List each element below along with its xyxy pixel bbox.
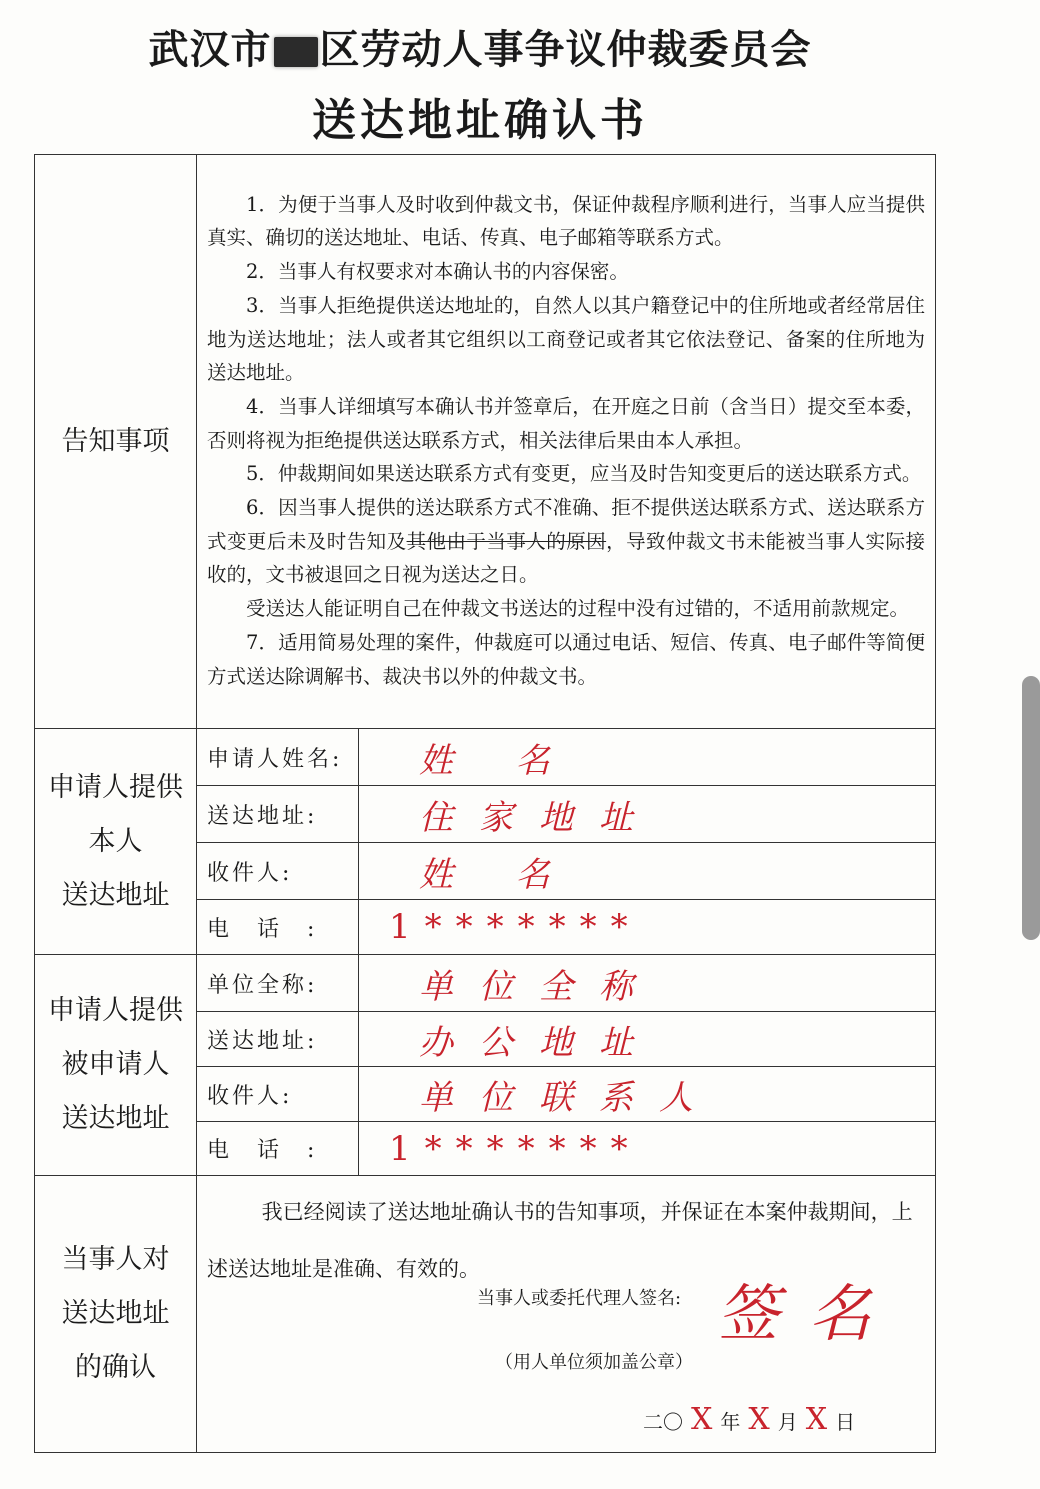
respondent-section-label: 申请人提供 被申请人 送达地址 — [35, 955, 197, 1176]
notice-item: 4．当事人详细填写本确认书并签章后，在开庭之日前（含当日）提交至本委，否则将视为拒绝提供送达联系方式，相关法律后果由本人承担。 — [207, 394, 925, 452]
respondent-phone-field[interactable]: 1******* — [359, 1122, 936, 1176]
applicant-address-label: 送达地址: — [197, 786, 359, 843]
respondent-recipient-field[interactable]: 单位联系人 — [359, 1067, 936, 1122]
respondent-recipient-label: 收件人: — [197, 1067, 359, 1122]
applicant-recipient-label: 收件人: — [197, 843, 359, 900]
notice-content — [197, 155, 936, 729]
notice-item: 3．当事人拒绝提供送达地址的，自然人以其户籍登记中的住所地或者经常居住地为送达地址；法人或者其它组织以工商登记或者其它依法登记、备案的住所地为送达地址。 — [207, 293, 925, 385]
year-field[interactable]: X — [691, 1402, 713, 1437]
signature-label: 当事人或委托代理人签名: — [477, 1288, 682, 1309]
notice-item: 2．当事人有权要求对本确认书的内容保密。 — [246, 260, 629, 284]
title-prefix: 武汉市 — [148, 27, 272, 73]
address-confirmation-form — [34, 154, 936, 1453]
applicant-address-field[interactable]: 住家地址 — [359, 786, 936, 843]
month-field[interactable]: X — [748, 1402, 770, 1437]
notice-item-6: 6．因当事人提供的送达联系方式不准确、拒不提供送达联系方式、送达联系方式变更后未及时告知及其他由于当事人的原因，导致仲裁文书未能被当事人实际接收的，文书被退回之日视为送达之日。 — [207, 496, 925, 587]
notice-item: 1．为便于当事人及时收到仲裁文书，保证仲裁程序顺利进行，当事人应当提供真实、确切的送达地址、电话、传真、电子邮箱等联系方式。 — [207, 192, 925, 250]
struck-text: 其他由于当事人的原因 — [406, 529, 607, 553]
applicant-section-label: 申请人提供 本人 送达地址 — [35, 729, 197, 955]
notice-item: 7．适用简易处理的案件，仲裁庭可以通过电话、短信、传真、电子邮件等简便方式送达除调解书、裁决书以外的仲裁文书。 — [207, 630, 925, 688]
respondent-address-field[interactable]: 办公地址 — [359, 1012, 936, 1067]
applicant-name-label: 申请人姓名: — [197, 729, 359, 786]
notice-item: 5．仲裁期间如果送达联系方式有变更，应当及时告知变更后的送达联系方式。 — [246, 462, 922, 486]
date-line: 二〇 X 年 X 月 X 日 — [643, 1402, 856, 1437]
applicant-phone-field[interactable]: 1******* — [359, 900, 936, 955]
respondent-phone-label: 电 话 : — [197, 1122, 359, 1176]
committee-title — [0, 18, 960, 75]
respondent-name-label: 单位全称: — [197, 955, 359, 1012]
title-suffix: 区劳动人事争议仲裁委员会 — [319, 27, 812, 73]
redaction-block — [274, 37, 318, 67]
day-field[interactable]: X — [805, 1402, 828, 1437]
applicant-name-field[interactable]: 姓 名 — [359, 729, 936, 786]
seal-note: （用人单位须加盖公章） — [495, 1352, 693, 1373]
applicant-recipient-field[interactable]: 姓 名 — [359, 843, 936, 900]
notice-section-label: 告知事项 — [35, 155, 197, 729]
respondent-name-field[interactable]: 单位全称 — [359, 955, 936, 1012]
notice-item: 受送达人能证明自己在仲裁文书送达的过程中没有过错的，不适用前款规定。 — [246, 597, 910, 621]
confirmation-content — [197, 1176, 936, 1453]
document-title: 送达地址确认书 — [312, 95, 648, 146]
applicant-phone-label: 电 话 : — [197, 900, 359, 955]
confirmation-section-label: 当事人对 送达地址 的确认 — [35, 1176, 197, 1453]
confirmation-statement: 我已经阅读了送达地址确认书的告知事项，并保证在本案仲裁期间，上述送达地址是准确、有效的。 — [207, 1200, 913, 1281]
respondent-address-label: 送达地址: — [197, 1012, 359, 1067]
signature-field[interactable]: 签名 — [717, 1277, 902, 1350]
scrollbar-thumb[interactable] — [1022, 676, 1040, 940]
